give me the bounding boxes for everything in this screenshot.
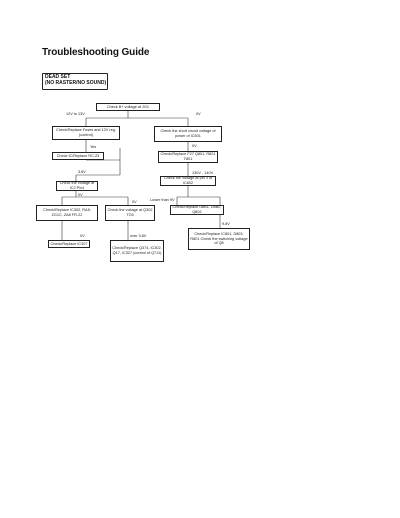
- label-9-8v: 9.8V: [222, 222, 230, 226]
- node-replace-ic302: Check/Replace IC302, RA8, ZG1C, ZA8 FR-22: [36, 205, 98, 221]
- label-lower-than-9v: Lower than 9V: [150, 198, 175, 202]
- node-check-q302: Check the voltage at Q302 TO3: [105, 205, 155, 221]
- node-replace-d8b1: Check/Replace D8B1, D8B0, Q802: [170, 205, 224, 215]
- label-0v-mid: 0V: [132, 200, 137, 204]
- label-3-8v: 3.8V: [78, 170, 86, 174]
- section-tag-line2: (NO RASTER/NO SOUND): [45, 80, 107, 86]
- node-replace-f27: Check/Replace F27 Q801, R821 T801: [158, 151, 218, 163]
- node-replace-ic307: Check/Replace IC307: [48, 240, 90, 248]
- node-check-ic-rc23: Check IC/Replace RC-23: [52, 152, 104, 160]
- label-yes: Yes: [90, 145, 97, 149]
- node-check-fuses: Check/Replace Fuses and 12V reg.(control): [52, 126, 120, 140]
- label-0v-right2: 0V: [192, 144, 197, 148]
- label-0v-right: 0V: [196, 112, 201, 116]
- node-replace-q374: Check/Replace Q374, IC302, Q17, IC327 (control of Q711): [110, 240, 164, 262]
- node-check-ic802: Check the voltage at pin 3 of IC802: [160, 176, 216, 186]
- label-130v-140v: 130V - 140V: [192, 171, 214, 175]
- label-0v-lower: 0V: [80, 234, 85, 238]
- page-title: Troubleshooting Guide: [42, 47, 150, 58]
- node-replace-ic801: Check/Replace IC801, D803, R801 Check the switching voltage of Q8: [188, 228, 250, 250]
- label-12v-13v: 12V to 13V: [66, 112, 85, 116]
- node-check-short-circuit: Check the short circuit voltage of power of IC501: [154, 126, 222, 142]
- node-check-b-plus: Check B+ voltage at JG1: [96, 103, 160, 111]
- label-0v-left: 0V: [78, 193, 83, 197]
- section-tag-line1: DEAD SET: [45, 74, 71, 80]
- label-over-3-8v: over 3.8V: [130, 234, 147, 238]
- node-check-ic2-pin4: Check the voltage at IC2 Pin4: [56, 181, 98, 191]
